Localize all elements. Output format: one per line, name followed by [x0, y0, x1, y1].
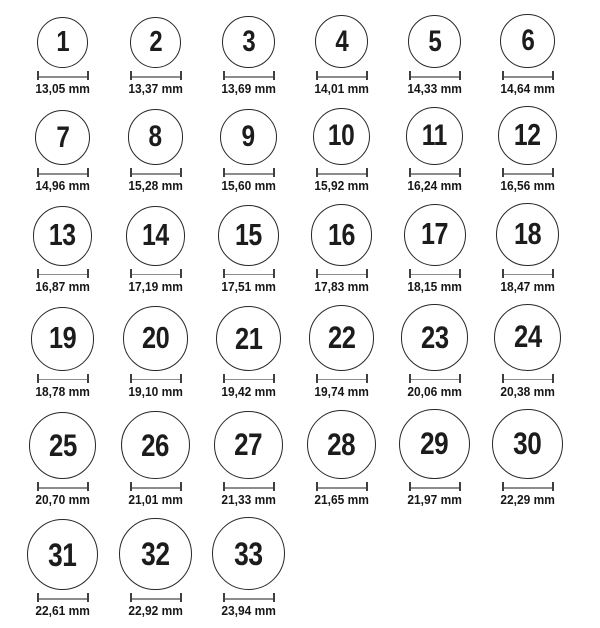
- ring-size-number: 32: [141, 536, 170, 573]
- diameter-label: 21,01 mm: [128, 492, 183, 508]
- ring-size-cell: [16, 412, 109, 509]
- diameter-label: 20,38 mm: [500, 383, 555, 399]
- ring-size-number: 1: [56, 26, 69, 59]
- ring-size-number: 26: [141, 426, 170, 463]
- ring-size-cell: [295, 108, 388, 194]
- ring-circle: [313, 108, 370, 165]
- diameter-measure-line: [37, 168, 89, 177]
- diameter-measure-line: [316, 168, 368, 177]
- diameter-measure-line: [37, 482, 89, 491]
- ring-size-cell: [16, 17, 109, 97]
- ring-circle: [216, 306, 281, 371]
- ring-circle: [401, 304, 467, 370]
- ring-size-number: 16: [327, 217, 356, 252]
- ring-size-cell: [388, 204, 481, 295]
- diameter-label: 20,06 mm: [407, 383, 462, 399]
- ring-size-cell: [295, 305, 388, 399]
- diameter-measure-line: [316, 374, 368, 383]
- ring-size-cell: [388, 107, 481, 194]
- ring-size-number: 11: [421, 119, 448, 153]
- ring-size-cell: [109, 109, 202, 194]
- diameter-label: 14,33 mm: [407, 81, 462, 97]
- ring-circle: [128, 109, 184, 165]
- diameter-measure-line: [130, 71, 182, 80]
- diameter-label: 14,96 mm: [35, 178, 90, 193]
- diameter-label: 22,29 mm: [500, 492, 555, 508]
- diameter-measure-line: [37, 374, 89, 383]
- ring-size-cell: [109, 206, 202, 295]
- diameter-label: 13,05 mm: [35, 81, 90, 97]
- ring-size-number: 25: [48, 427, 77, 463]
- ring-size-number: 5: [427, 24, 441, 58]
- diameter-label: 18,78 mm: [35, 383, 90, 399]
- diameter-label: 15,92 mm: [314, 178, 369, 193]
- diameter-measure-line: [502, 482, 554, 491]
- diameter-label: 16,56 mm: [500, 178, 555, 193]
- ring-circle: [496, 203, 559, 266]
- ring-circle: [220, 109, 277, 166]
- diameter-label: 20,70 mm: [35, 492, 90, 508]
- ring-size-number: 23: [420, 319, 449, 355]
- ring-circle: [31, 307, 94, 370]
- diameter-label: 19,10 mm: [128, 383, 183, 399]
- diameter-label: 18,47 mm: [500, 278, 555, 294]
- ring-size-cell: [202, 109, 295, 195]
- ring-size-cell: [16, 519, 109, 620]
- ring-circle: [408, 15, 462, 69]
- ring-size-number: 33: [234, 535, 263, 572]
- diameter-measure-line: [316, 71, 368, 80]
- diameter-measure-line: [130, 482, 182, 491]
- diameter-measure-line: [130, 269, 182, 278]
- ring-size-number: 22: [327, 320, 356, 356]
- diameter-measure-line: [223, 374, 275, 383]
- ring-size-number: 4: [335, 25, 348, 59]
- diameter-label: 17,51 mm: [221, 278, 276, 294]
- ring-circle: [29, 412, 97, 480]
- ring-size-cell: [202, 16, 295, 97]
- ring-circle: [315, 15, 368, 68]
- ring-size-cell: [202, 411, 295, 509]
- diameter-label: 16,87 mm: [35, 278, 90, 294]
- ring-size-number: 8: [148, 120, 163, 154]
- ring-size-number: 15: [235, 218, 262, 253]
- diameter-measure-line: [37, 71, 89, 80]
- ring-circle: [311, 204, 372, 265]
- ring-circle: [399, 409, 469, 479]
- ring-size-number: 2: [149, 26, 162, 59]
- ring-circle: [307, 410, 377, 480]
- ring-size-number: 13: [49, 218, 76, 252]
- diameter-label: 15,60 mm: [221, 178, 276, 193]
- diameter-measure-line: [409, 374, 461, 383]
- diameter-label: 22,92 mm: [128, 603, 183, 619]
- diameter-label: 13,69 mm: [221, 81, 276, 97]
- diameter-measure-line: [409, 269, 461, 278]
- ring-size-cell: [295, 204, 388, 294]
- ring-size-cell: [16, 110, 109, 194]
- ring-size-cell: [481, 106, 574, 194]
- diameter-measure-line: [223, 482, 275, 491]
- diameter-measure-line: [502, 71, 554, 80]
- ring-size-number: 18: [513, 215, 542, 251]
- ring-circle: [222, 16, 274, 68]
- diameter-label: 21,33 mm: [221, 492, 276, 508]
- diameter-label: 21,97 mm: [407, 492, 462, 508]
- diameter-label: 16,24 mm: [407, 178, 462, 193]
- ring-circle: [33, 206, 92, 265]
- diameter-label: 13,37 mm: [128, 81, 183, 97]
- ring-size-number: 27: [234, 426, 263, 463]
- diameter-measure-line: [316, 482, 368, 491]
- diameter-measure-line: [223, 71, 275, 80]
- ring-size-number: 19: [48, 320, 77, 356]
- diameter-measure-line: [223, 593, 275, 602]
- ring-size-cell: [16, 206, 109, 294]
- diameter-measure-line: [223, 269, 275, 278]
- ring-size-cell: [481, 409, 574, 509]
- ring-size-number: 10: [328, 119, 355, 153]
- ring-size-cell: [202, 517, 295, 619]
- diameter-label: 14,64 mm: [500, 81, 555, 97]
- ring-size-cell: [202, 205, 295, 295]
- ring-circle: [309, 305, 374, 370]
- diameter-measure-line: [37, 269, 89, 278]
- diameter-label: 22,61 mm: [35, 603, 90, 619]
- ring-size-cell: [109, 518, 202, 619]
- ring-size-number: 7: [55, 120, 70, 154]
- ring-circle: [404, 204, 466, 266]
- ring-size-number: 24: [513, 319, 542, 355]
- ring-size-cell: [109, 17, 202, 98]
- diameter-label: 17,83 mm: [314, 278, 369, 294]
- ring-size-cell: [481, 203, 574, 295]
- diameter-measure-line: [409, 168, 461, 177]
- ring-size-cell: [295, 410, 388, 509]
- ring-circle: [119, 518, 191, 590]
- diameter-label: 14,01 mm: [314, 81, 369, 97]
- diameter-measure-line: [130, 374, 182, 383]
- ring-size-cell: [295, 15, 388, 97]
- ring-size-cell: [388, 409, 481, 508]
- ring-circle: [27, 519, 99, 591]
- diameter-label: 17,19 mm: [128, 278, 183, 294]
- diameter-label: 19,42 mm: [221, 383, 276, 399]
- ring-size-cell: [481, 304, 574, 400]
- ring-circle: [492, 409, 563, 480]
- diameter-measure-line: [130, 168, 182, 177]
- diameter-label: 23,94 mm: [221, 603, 276, 619]
- diameter-measure-line: [223, 168, 275, 177]
- ring-size-number: 21: [234, 320, 263, 356]
- diameter-measure-line: [502, 374, 554, 383]
- ring-size-cell: [109, 411, 202, 508]
- ring-size-cell: [109, 306, 202, 399]
- ring-size-cell: [388, 304, 481, 399]
- ring-size-cell: [481, 14, 574, 97]
- ring-circle: [498, 106, 557, 165]
- diameter-measure-line: [502, 269, 554, 278]
- ring-circle: [121, 411, 189, 479]
- ring-size-number: 30: [513, 425, 542, 462]
- ring-size-cell: [16, 307, 109, 399]
- ring-circle: [212, 517, 285, 590]
- diameter-label: 19,74 mm: [314, 383, 369, 399]
- ring-size-number: 20: [141, 320, 170, 356]
- ring-size-number: 9: [241, 119, 256, 153]
- diameter-measure-line: [409, 482, 461, 491]
- ring-circle: [494, 304, 561, 371]
- diameter-measure-line: [316, 269, 368, 278]
- diameter-label: 15,28 mm: [128, 178, 183, 193]
- diameter-measure-line: [37, 593, 89, 602]
- ring-size-number: 12: [514, 118, 541, 152]
- ring-size-number: 3: [242, 25, 255, 58]
- ring-circle: [130, 17, 182, 69]
- ring-circle: [214, 411, 283, 480]
- diameter-measure-line: [502, 168, 554, 177]
- diameter-label: 21,65 mm: [314, 492, 369, 508]
- ring-size-number: 17: [420, 217, 449, 252]
- ring-size-number: 31: [48, 536, 77, 573]
- ring-circle: [218, 205, 279, 266]
- ring-size-number: 28: [327, 425, 356, 462]
- ring-circle: [500, 14, 554, 68]
- ring-size-number: 29: [420, 425, 449, 462]
- ring-circle: [37, 17, 88, 68]
- ring-circle: [123, 306, 187, 370]
- ring-size-number: 6: [520, 24, 535, 58]
- ring-circle: [406, 107, 464, 165]
- ring-size-cell: [388, 15, 481, 98]
- ring-size-cell: [202, 306, 295, 400]
- ring-size-number: 14: [142, 218, 169, 252]
- diameter-measure-line: [130, 593, 182, 602]
- ring-circle: [126, 206, 186, 266]
- diameter-measure-line: [409, 71, 461, 80]
- diameter-label: 18,15 mm: [407, 278, 462, 294]
- ring-circle: [35, 110, 90, 165]
